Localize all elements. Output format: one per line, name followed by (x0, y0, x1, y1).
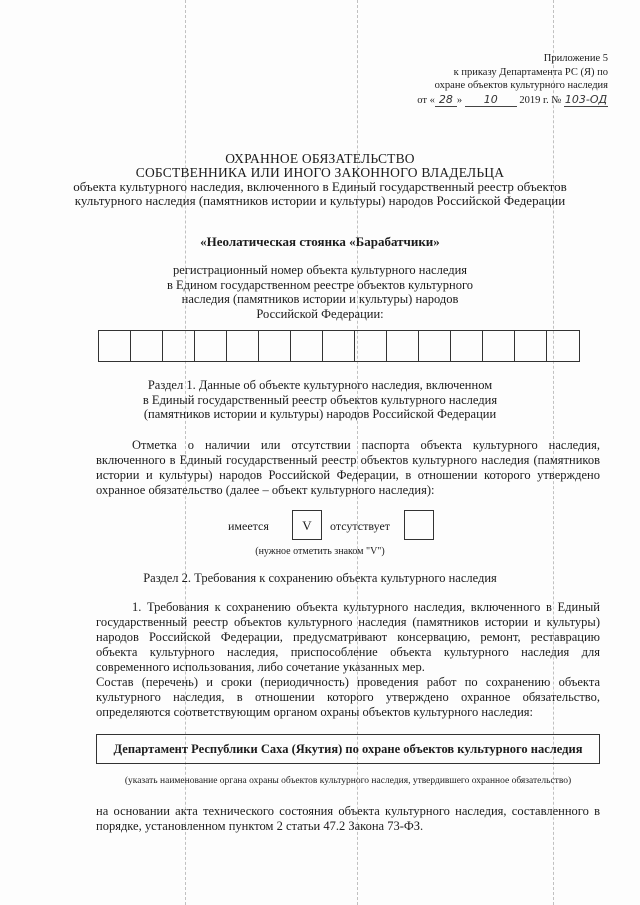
registration-digit-cell[interactable] (355, 331, 387, 361)
passport-note (96, 438, 600, 498)
registration-number-boxes (98, 330, 580, 362)
registration-line: наследия (памятников истории и культуры) народов (181, 292, 459, 306)
registration-digit-cell[interactable] (451, 331, 483, 361)
date-month: 10 (465, 93, 517, 108)
annex-line: к приказу Департамента РС (Я) по (453, 66, 608, 78)
section-line: в Единый государственный реестр объектов культурного наследия (142, 392, 498, 407)
section-2-heading: Раздел 2. Требования к сохранению объекта культурного наследия (143, 571, 497, 585)
registration-digit-cell[interactable] (291, 331, 323, 361)
date-prefix: от « (417, 94, 435, 106)
registration-line: в Едином государственном реестре объектов культурного (166, 277, 474, 292)
section-1-heading (120, 378, 520, 422)
registration-caption (120, 263, 520, 321)
requirements (96, 600, 600, 720)
department-box: Департамент Республики Саха (Якутия) по охране объектов культурного наследия (96, 734, 600, 764)
title-line: объекта культурного наследия, включенного в Единый государственный реестр объектов (73, 179, 567, 194)
object-name: «Неолатическая стоянка «Барабатчики» (200, 234, 440, 249)
has-label: имеется (228, 519, 269, 533)
paragraph: Отметка о наличии или отсутствии паспорта объекта культурного наследия, включенного в Единый государственный реестр объектов культурного наследия (памятников истории и культуры) народов Российской Федерации, в отношении которого утверждено охранное обязательство (далее – объект культурного наследия): (96, 438, 600, 497)
paragraph: Состав (перечень) и сроки (периодичность) проведения работ по сохранению объекта культурного наследия, в отношении которого утверждено охранное обязательство, определяются соответствующим органом охраны объектов культурного наследия: (96, 675, 600, 719)
date-mid: » (456, 94, 463, 106)
availability-note: (нужное отметить знаком "V") (255, 546, 385, 557)
none-label: отсутствует (330, 519, 391, 533)
registration-digit-cell[interactable] (323, 331, 355, 361)
registration-line: регистрационный номер объекта культурного наследия (172, 263, 468, 277)
registration-digit-cell[interactable] (515, 331, 547, 361)
registration-digit-cell[interactable] (227, 331, 259, 361)
annex-header (368, 52, 608, 107)
has-checkbox[interactable]: V (292, 510, 322, 540)
title-line: ОХРАННОЕ ОБЯЗАТЕЛЬСТВО (225, 151, 415, 166)
registration-digit-cell[interactable] (483, 331, 515, 361)
passport-availability (0, 510, 640, 540)
department-note: (указать наименование органа охраны объектов культурного наследия, утвердившего охранное обязательство) (124, 776, 572, 786)
order-number: 103-ОД (564, 92, 608, 106)
registration-digit-cell[interactable] (131, 331, 163, 361)
registration-digit-cell[interactable] (419, 331, 451, 361)
registration-digit-cell[interactable] (195, 331, 227, 361)
date-year: 2019 г. № (519, 94, 562, 106)
registration-digit-cell[interactable] (259, 331, 291, 361)
section-line: (памятников истории и культуры) народов Российской Федерации (143, 407, 497, 421)
date-day: 28 (435, 93, 457, 108)
registration-digit-cell[interactable] (99, 331, 131, 361)
registration-digit-cell[interactable] (163, 331, 195, 361)
none-checkbox[interactable] (404, 510, 434, 540)
document-title (20, 152, 620, 208)
registration-digit-cell[interactable] (387, 331, 419, 361)
annex-date-line (368, 93, 608, 108)
paragraph: на основании акта технического состояния объекта культурного наследия, составленного в порядке, установленном пунктом 2 статьи 47.2 Закона 73-ФЗ. (96, 804, 600, 833)
basis-paragraph (96, 804, 600, 834)
title-line: СОБСТВЕННИКА ИЛИ ИНОГО ЗАКОННОГО ВЛАДЕЛЬЦА (135, 165, 505, 180)
annex-line: Приложение 5 (543, 53, 608, 64)
annex-line: охране объектов культурного наследия (434, 80, 608, 91)
title-line: культурного наследия (памятников истории и культуры) народов Российской Федерации (74, 193, 566, 208)
section-line: Раздел 1. Данные об объекте культурного наследия, включенном (147, 378, 493, 392)
registration-digit-cell[interactable] (547, 331, 579, 361)
registration-line: Российской Федерации: (256, 306, 384, 321)
paragraph: 1. Требования к сохранению объекта культурного наследия, включенного в Единый государственный реестр объектов культурного наследия (памятников истории и культуры) народов Российской Федерации, предусматривают консервацию, ремонт, реставрацию объекта культурного наследия, приспособление объекта культурного наследия для современного использования, либо сочетание указанных мер. (96, 600, 600, 674)
